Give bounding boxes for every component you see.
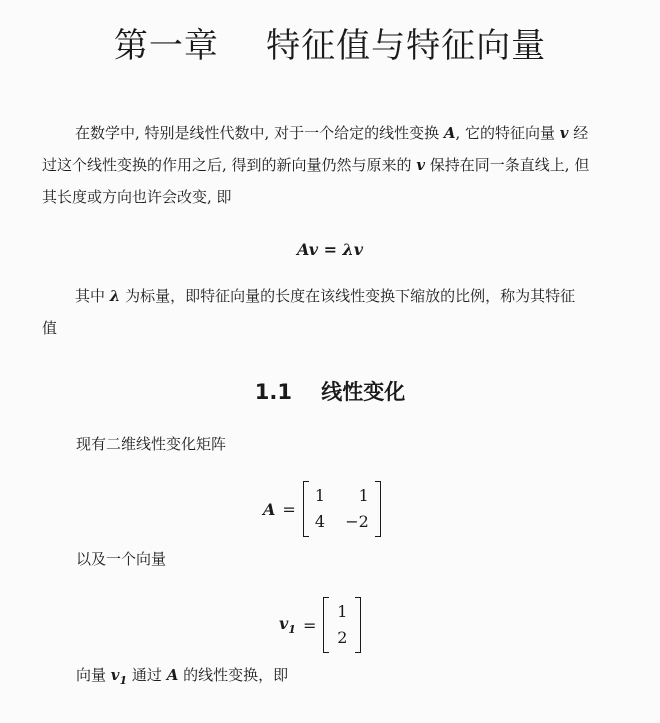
matrix-intro-text: 现有二维线性变化矩阵: [76, 435, 227, 453]
vector-cell: 2: [337, 628, 348, 647]
intro-text-d: 保持在同一条直线上, 但其长度或方向也许会改变, 即: [42, 156, 590, 206]
vector-cell: 1: [337, 602, 348, 621]
symbol-A: A: [166, 666, 179, 684]
symbol-lambda: λ: [109, 287, 121, 305]
explain-text-b: 为标量，即特征向量的长度在该线性变换下缩放的比例，称为其特征值: [42, 287, 576, 337]
eigen-equation: Av = λv: [296, 240, 364, 259]
symbol-v1: $v_1$: [110, 666, 128, 687]
matrix-cell: 1: [358, 486, 369, 505]
section-title: 1.1 线性变化: [254, 380, 406, 404]
symbol-v: v: [416, 156, 426, 174]
matrix-cell: 1: [314, 486, 326, 505]
intro-paragraph: [42, 117, 590, 213]
explain-paragraph: [42, 280, 590, 344]
matrix-A-equation: [263, 481, 381, 537]
matrix-A: [303, 481, 381, 537]
equals-sign: =: [302, 615, 317, 635]
vector-v1-label: $v_1$: [279, 613, 296, 637]
intro-text-a: 在数学中, 特别是线性代数中, 对于一个给定的线性变换: [75, 124, 444, 142]
intro-text-c: 经过这个线性变换的作用之后, 得到的新向量仍然与原来的: [42, 124, 589, 174]
vector-v1-equation: [279, 597, 361, 653]
intro-text-b: , 它的特征向量: [455, 124, 560, 142]
matrix-cell: 4: [314, 512, 326, 531]
vector-intro-text: 以及一个向量: [76, 550, 167, 568]
matrix-cell: −2: [345, 512, 369, 531]
chapter-title: 第一章 特征值与特征向量: [113, 26, 547, 66]
vector-v1: [323, 597, 361, 653]
transform-text: 向量 $v_1$ 通过 A 的线性变换，即: [76, 666, 289, 687]
symbol-A: A: [443, 124, 456, 142]
explain-text-a: 其中: [75, 287, 110, 305]
equals-sign: =: [282, 499, 296, 519]
matrix-A-label: A: [263, 499, 276, 519]
symbol-v: v: [559, 124, 569, 142]
